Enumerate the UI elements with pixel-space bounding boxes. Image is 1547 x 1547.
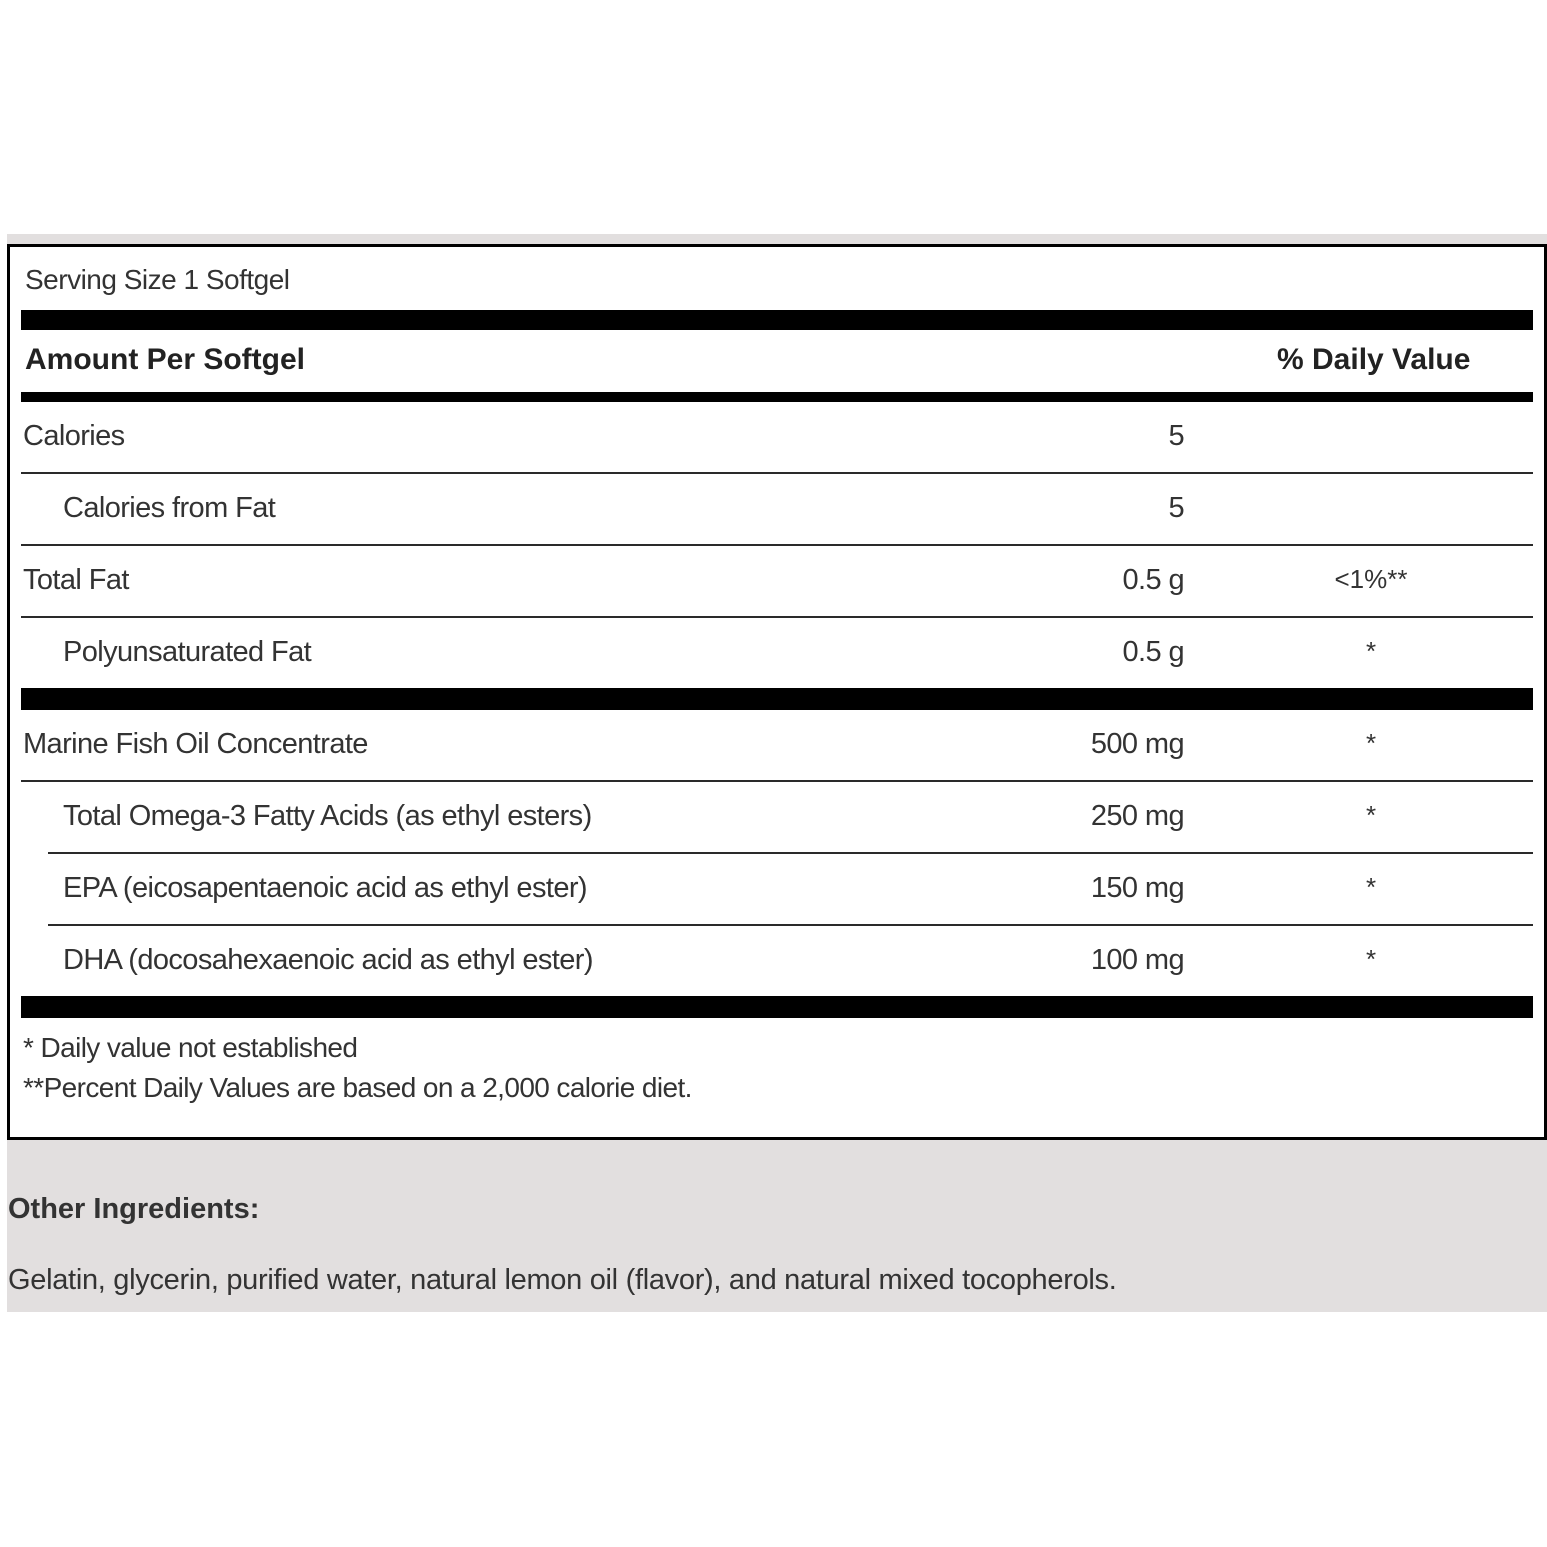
nutrient-name: Calories from Fat: [63, 492, 276, 524]
nutrient-daily-value: *: [1365, 728, 1377, 758]
nutrient-amount: 150 mg: [1090, 872, 1184, 904]
nutrient-daily-value: *: [1365, 800, 1377, 830]
nutrient-row: [21, 710, 1533, 782]
nutrient-row: [21, 618, 1533, 690]
serving-size: Serving Size 1 Softgel: [25, 264, 290, 295]
nutrient-name: EPA (eicosapentaenoic acid as ethyl ester): [63, 872, 587, 904]
footnote-percent-basis: **Percent Daily Values are based on a 2,000 calorie diet.: [23, 1072, 692, 1103]
other-ingredients-text: Gelatin, glycerin, purified water, natural lemon oil (flavor), and natural mixed tocopherols.: [8, 1264, 1117, 1296]
thick-divider: [21, 310, 1533, 330]
nutrient-amount: 250 mg: [1090, 800, 1184, 832]
nutrient-amount: 0.5 g: [1122, 564, 1184, 596]
nutrient-daily-value: <1%**: [1334, 564, 1408, 594]
footnote-daily-value: * Daily value not established: [23, 1032, 358, 1063]
nutrient-row: [21, 402, 1533, 474]
nutrient-name: Total Omega-3 Fatty Acids (as ethyl esters): [63, 800, 592, 832]
amount-per-header: Amount Per Softgel: [25, 343, 306, 376]
nutrient-daily-value: *: [1365, 872, 1377, 902]
other-ingredients-title: Other Ingredients:: [8, 1193, 260, 1225]
nutrient-name: Polyunsaturated Fat: [63, 636, 312, 668]
nutrient-amount: 100 mg: [1090, 944, 1184, 976]
nutrient-row: [21, 782, 1533, 854]
nutrient-row: [21, 926, 1533, 998]
nutrient-name: DHA (docosahexaenoic acid as ethyl ester): [63, 944, 593, 976]
thick-divider: [21, 392, 1533, 402]
nutrient-name: Calories: [23, 420, 125, 452]
nutrient-daily-value: *: [1365, 944, 1377, 974]
nutrient-row: [21, 854, 1533, 926]
nutrient-name: Total Fat: [23, 564, 129, 596]
supplement-facts-label: [7, 244, 1547, 1140]
nutrient-daily-value: *: [1365, 636, 1377, 666]
nutrient-amount: 0.5 g: [1122, 636, 1184, 668]
nutrient-row: [21, 546, 1533, 618]
daily-value-header: % Daily Value: [1277, 343, 1471, 376]
nutrient-amount: 5: [1168, 492, 1184, 524]
nutrient-amount: 5: [1168, 420, 1184, 452]
nutrient-row: [21, 474, 1533, 546]
thick-divider: [21, 688, 1533, 710]
nutrient-amount: 500 mg: [1090, 728, 1184, 760]
nutrient-name: Marine Fish Oil Concentrate: [23, 728, 368, 760]
thick-divider: [21, 996, 1533, 1018]
